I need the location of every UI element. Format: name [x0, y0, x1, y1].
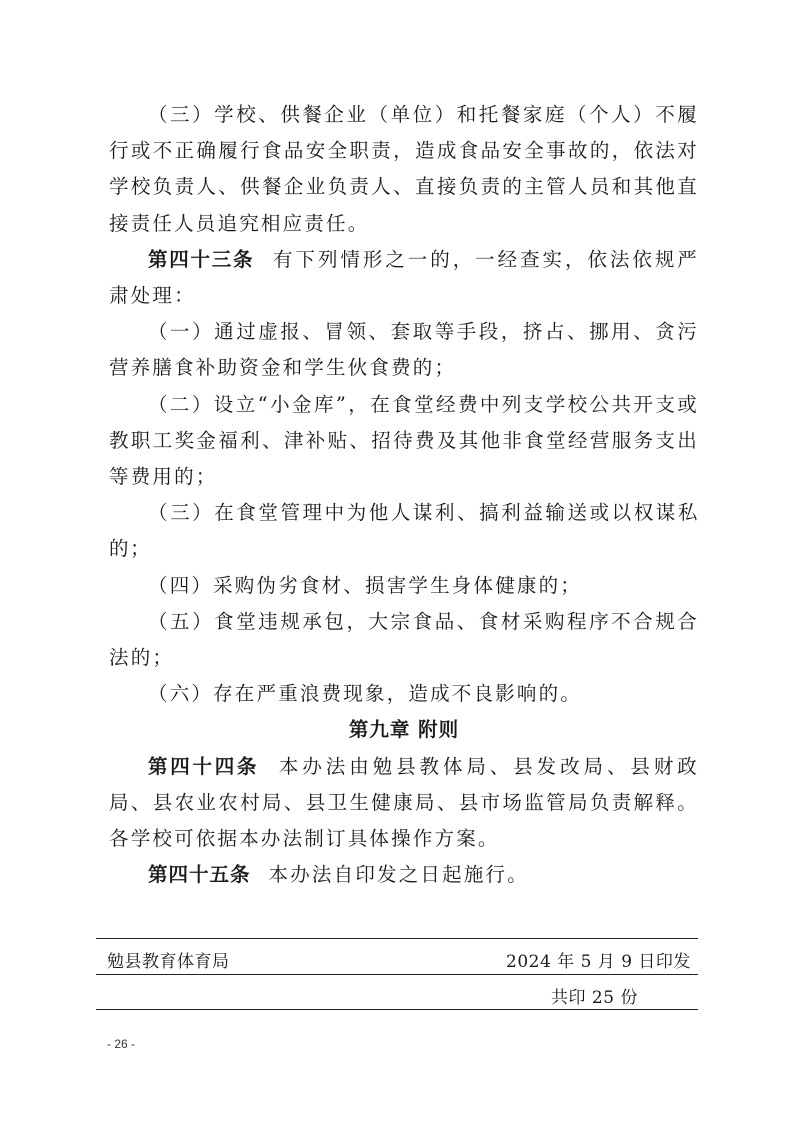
chapter-title: 第九章 附则	[348, 718, 460, 742]
article-45	[109, 857, 699, 893]
page-number: - 26 -	[107, 1037, 136, 1051]
list-item-2: （二）设立“小金库”，在食堂经费中列支学校公共开支或教职工奖金福利、津补贴、招待费及其他非食堂经营服务支出等费用的；	[109, 392, 699, 489]
footer-date: 2024 年 5 月 9 日印发	[506, 952, 691, 972]
footer-rule-middle	[96, 974, 698, 975]
list-item-1: （一）通过虚报、冒领、套取等手段，挤占、挪用、贪污营养膳食补助资金和学生伙食费的；	[109, 320, 699, 380]
article-43	[109, 242, 699, 314]
list-item-6: （六）存在严重浪费现象，造成不良影响的。	[148, 682, 583, 706]
article-44	[109, 749, 699, 858]
paragraph-responsibility: （三）学校、供餐企业（单位）和托餐家庭（个人）不履行或不正确履行食品安全职责，造成食品安全事故的，依法对学校负责人、供餐企业负责人、直接负责的主管人员和其他直接责任人员追究相应责任。	[109, 103, 699, 235]
footer-rule-top	[96, 938, 698, 939]
article-43-label: 第四十三条	[148, 247, 255, 271]
list-item-4: （四）采购伪劣食材、损害学生身体健康的；	[148, 573, 583, 597]
footer-rule-bottom	[96, 1009, 698, 1010]
footer-issuer: 勉县教育体育局	[107, 952, 230, 972]
article-44-text: 本办法由勉县教体局、县发改局、县财政局、县农业农村局、县卫生健康局、县市场监管局负责解释。各学校可依据本办法制订具体操作方案。	[109, 754, 699, 851]
footer-copies: 共印 25 份	[551, 988, 638, 1008]
list-item-5: （五）食堂违规承包，大宗食品、食材采购程序不合规合法的；	[109, 609, 699, 670]
article-45-label: 第四十五条	[148, 863, 251, 887]
article-44-label: 第四十四条	[148, 754, 260, 778]
article-45-text: 本办法自印发之日起施行。	[268, 863, 529, 887]
list-item-3: （三）在食堂管理中为他人谋利、搞利益输送或以权谋私的；	[109, 501, 699, 561]
document-body	[109, 97, 699, 893]
article-43-text: 有下列情形之一的，一经查实，依法依规严肃处理：	[109, 247, 699, 308]
